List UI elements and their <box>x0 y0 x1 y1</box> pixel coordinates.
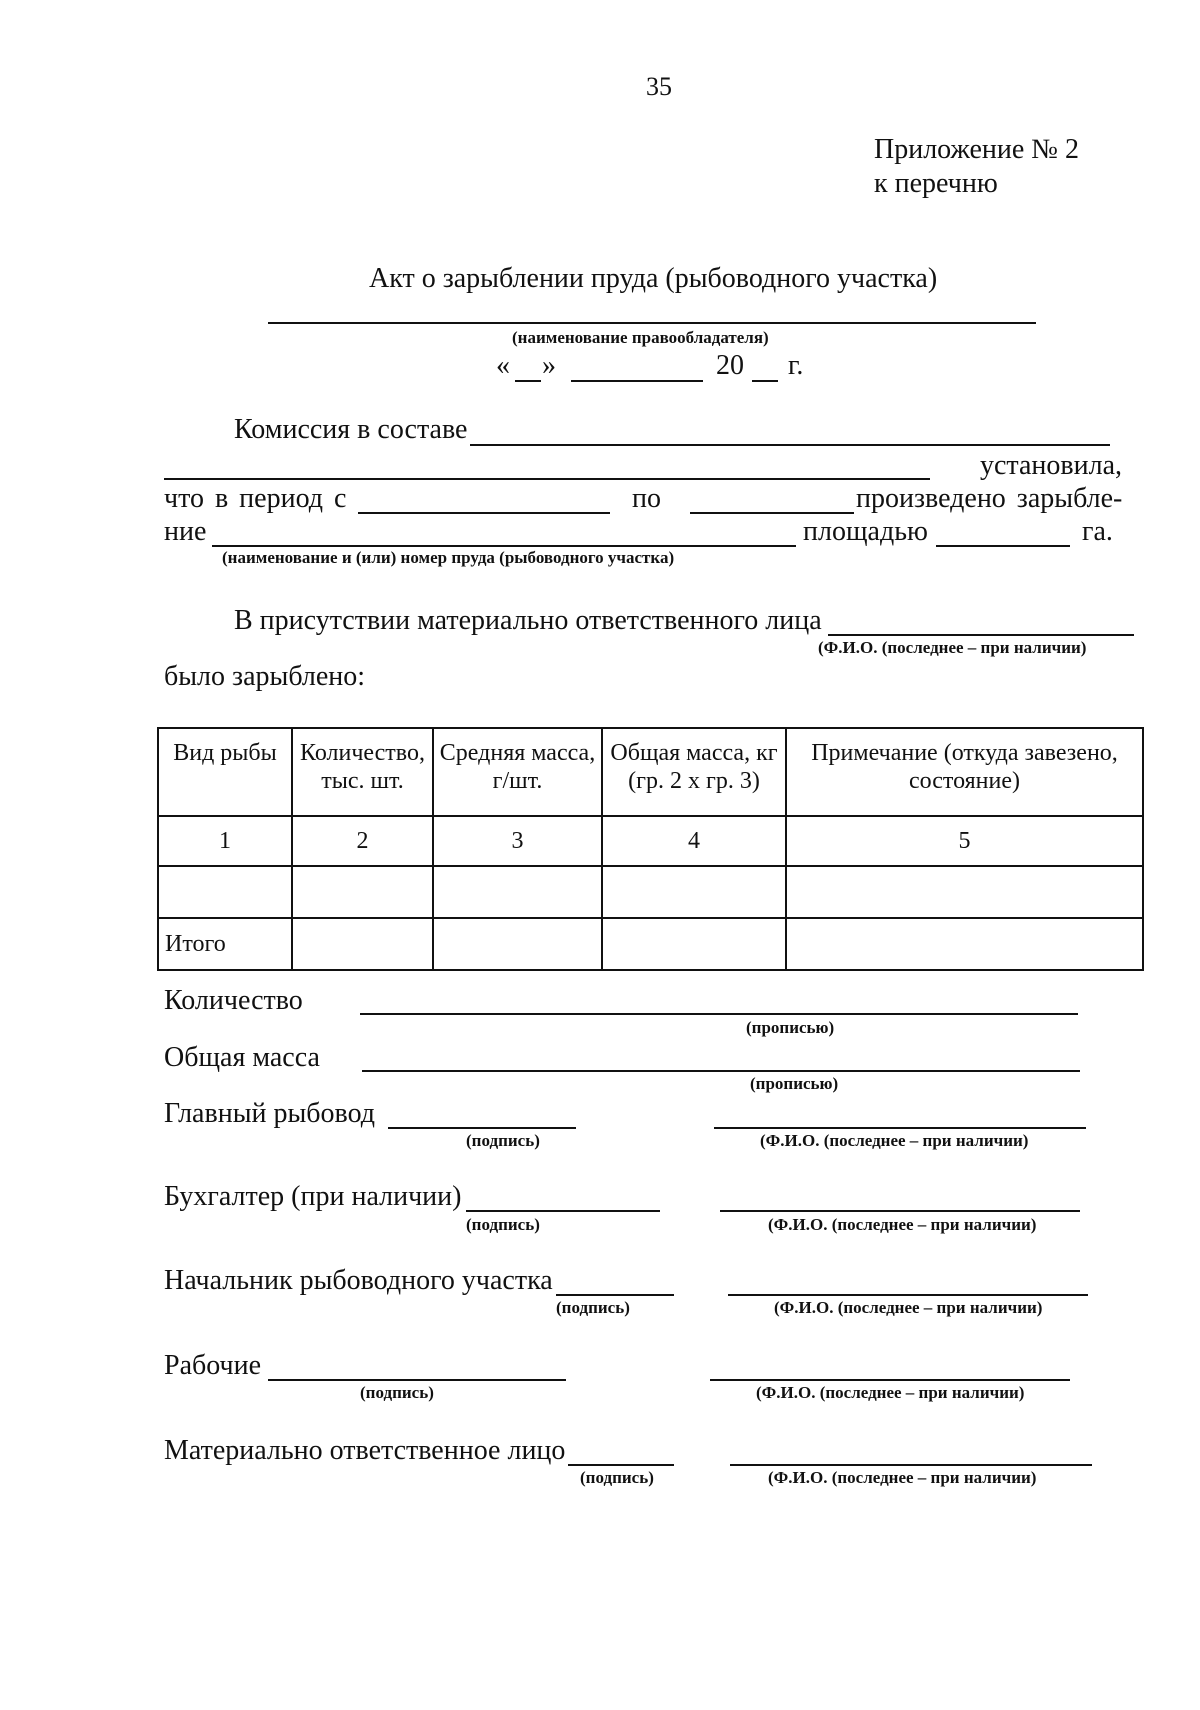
accountant-sign-caption: (подпись) <box>466 1215 540 1234</box>
workers-fio-caption: (Ф.И.О. (последнее – при наличии) <box>756 1383 1025 1402</box>
quantity-caption: (прописью) <box>746 1018 835 1037</box>
header-quantity: Количество, тыс. шт. <box>292 728 433 816</box>
table-row <box>158 866 1143 918</box>
presence-label: В присутствии материально ответственного лица <box>234 605 822 636</box>
owner-field-line[interactable] <box>268 322 1036 324</box>
header-fish-species: Вид рыбы <box>158 728 292 816</box>
commission-field-line-2[interactable] <box>164 478 930 480</box>
site-head-fio-caption: (Ф.И.О. (последнее – при наличии) <box>774 1298 1043 1317</box>
column-number: 4 <box>602 816 786 866</box>
area-unit: га. <box>1082 516 1113 547</box>
period-to-line[interactable] <box>690 512 854 514</box>
site-head-sign-line[interactable] <box>556 1294 674 1296</box>
appendix-line1: Приложение № 2 <box>874 134 1079 165</box>
column-number: 5 <box>786 816 1143 866</box>
column-number: 1 <box>158 816 292 866</box>
date-year-line[interactable] <box>752 380 778 382</box>
date-year-prefix: 20 <box>716 350 744 381</box>
responsible-person-sign-caption: (подпись) <box>580 1468 654 1487</box>
mass-caption: (прописью) <box>750 1074 839 1093</box>
total-label: Итого <box>158 918 292 970</box>
responsible-person-sign-line[interactable] <box>568 1464 674 1466</box>
commission-label: Комиссия в составе <box>234 414 468 445</box>
responsible-person-label: Материально ответственное лицо <box>164 1435 566 1466</box>
table-cell[interactable] <box>158 866 292 918</box>
workers-sign-line[interactable] <box>268 1379 566 1381</box>
table-number-row <box>158 816 1143 866</box>
quantity-line[interactable] <box>360 1013 1078 1015</box>
site-head-fio-line[interactable] <box>728 1294 1088 1296</box>
mass-line[interactable] <box>362 1070 1080 1072</box>
chief-fish-farmer-fio-caption: (Ф.И.О. (последнее – при наличии) <box>760 1131 1029 1150</box>
workers-fio-line[interactable] <box>710 1379 1070 1381</box>
pond-caption: (наименование и (или) номер пруда (рыбоводного участка) <box>222 548 675 567</box>
pond-name-line[interactable] <box>212 545 796 547</box>
date-day-line[interactable] <box>515 380 541 382</box>
area-label: площадью <box>803 516 928 547</box>
table-cell[interactable] <box>292 866 433 918</box>
stocking-table <box>157 727 1144 971</box>
chief-fish-farmer-label: Главный рыбовод <box>164 1098 376 1129</box>
table-cell[interactable] <box>292 918 433 970</box>
accountant-fio-caption: (Ф.И.О. (последнее – при наличии) <box>768 1215 1037 1234</box>
chief-fish-farmer-fio-line[interactable] <box>714 1127 1086 1129</box>
presence-fio-line[interactable] <box>828 634 1134 636</box>
period-to-label: по <box>632 483 661 514</box>
document-title: Акт о зарыблении пруда (рыбоводного участка) <box>369 263 938 294</box>
period-from-line[interactable] <box>358 512 610 514</box>
performed-end-label: ние <box>164 516 207 547</box>
stocked-label: было зарыблено: <box>164 661 366 692</box>
accountant-label: Бухгалтер (при наличии) <box>164 1181 462 1212</box>
accountant-fio-line[interactable] <box>720 1210 1080 1212</box>
column-number: 2 <box>292 816 433 866</box>
table-cell[interactable] <box>602 918 786 970</box>
commission-established: установила, <box>980 450 1123 481</box>
chief-fish-farmer-sign-caption: (подпись) <box>466 1131 540 1150</box>
table-header-row <box>158 728 1143 816</box>
site-head-sign-caption: (подпись) <box>556 1298 630 1317</box>
presence-fio-caption: (Ф.И.О. (последнее – при наличии) <box>818 638 1087 657</box>
chief-fish-farmer-sign-line[interactable] <box>388 1127 576 1129</box>
table-cell[interactable] <box>786 918 1143 970</box>
area-line[interactable] <box>936 545 1070 547</box>
accountant-sign-line[interactable] <box>466 1210 660 1212</box>
commission-field-line[interactable] <box>470 444 1110 446</box>
column-number: 3 <box>433 816 602 866</box>
appendix-line2: к перечню <box>874 168 998 199</box>
responsible-person-fio-line[interactable] <box>730 1464 1092 1466</box>
header-total-mass: Общая масса, кг (гр. 2 х гр. 3) <box>602 728 786 816</box>
workers-sign-caption: (подпись) <box>360 1383 434 1402</box>
table-cell[interactable] <box>433 866 602 918</box>
site-head-label: Начальник рыбоводного участка <box>164 1265 553 1296</box>
period-from-label: что в период с <box>164 483 347 514</box>
date-quote-open: « <box>496 350 510 381</box>
table-total-row <box>158 918 1143 970</box>
workers-label: Рабочие <box>164 1350 262 1381</box>
date-quote-close: » <box>542 350 556 381</box>
header-note: Примечание (откуда завезено, состояние) <box>786 728 1143 816</box>
quantity-label: Количество <box>164 985 303 1016</box>
table-cell[interactable] <box>602 866 786 918</box>
responsible-person-fio-caption: (Ф.И.О. (последнее – при наличии) <box>768 1468 1037 1487</box>
page-number: 35 <box>646 72 672 101</box>
table-cell[interactable] <box>433 918 602 970</box>
date-month-line[interactable] <box>571 380 703 382</box>
performed-label: произведено зарыбле- <box>856 483 1123 514</box>
date-year-suffix: г. <box>788 350 804 381</box>
mass-label: Общая масса <box>164 1042 320 1073</box>
header-average-mass: Средняя масса, г/шт. <box>433 728 602 816</box>
table-cell[interactable] <box>786 866 1143 918</box>
owner-caption: (наименование правообладателя) <box>512 328 769 347</box>
